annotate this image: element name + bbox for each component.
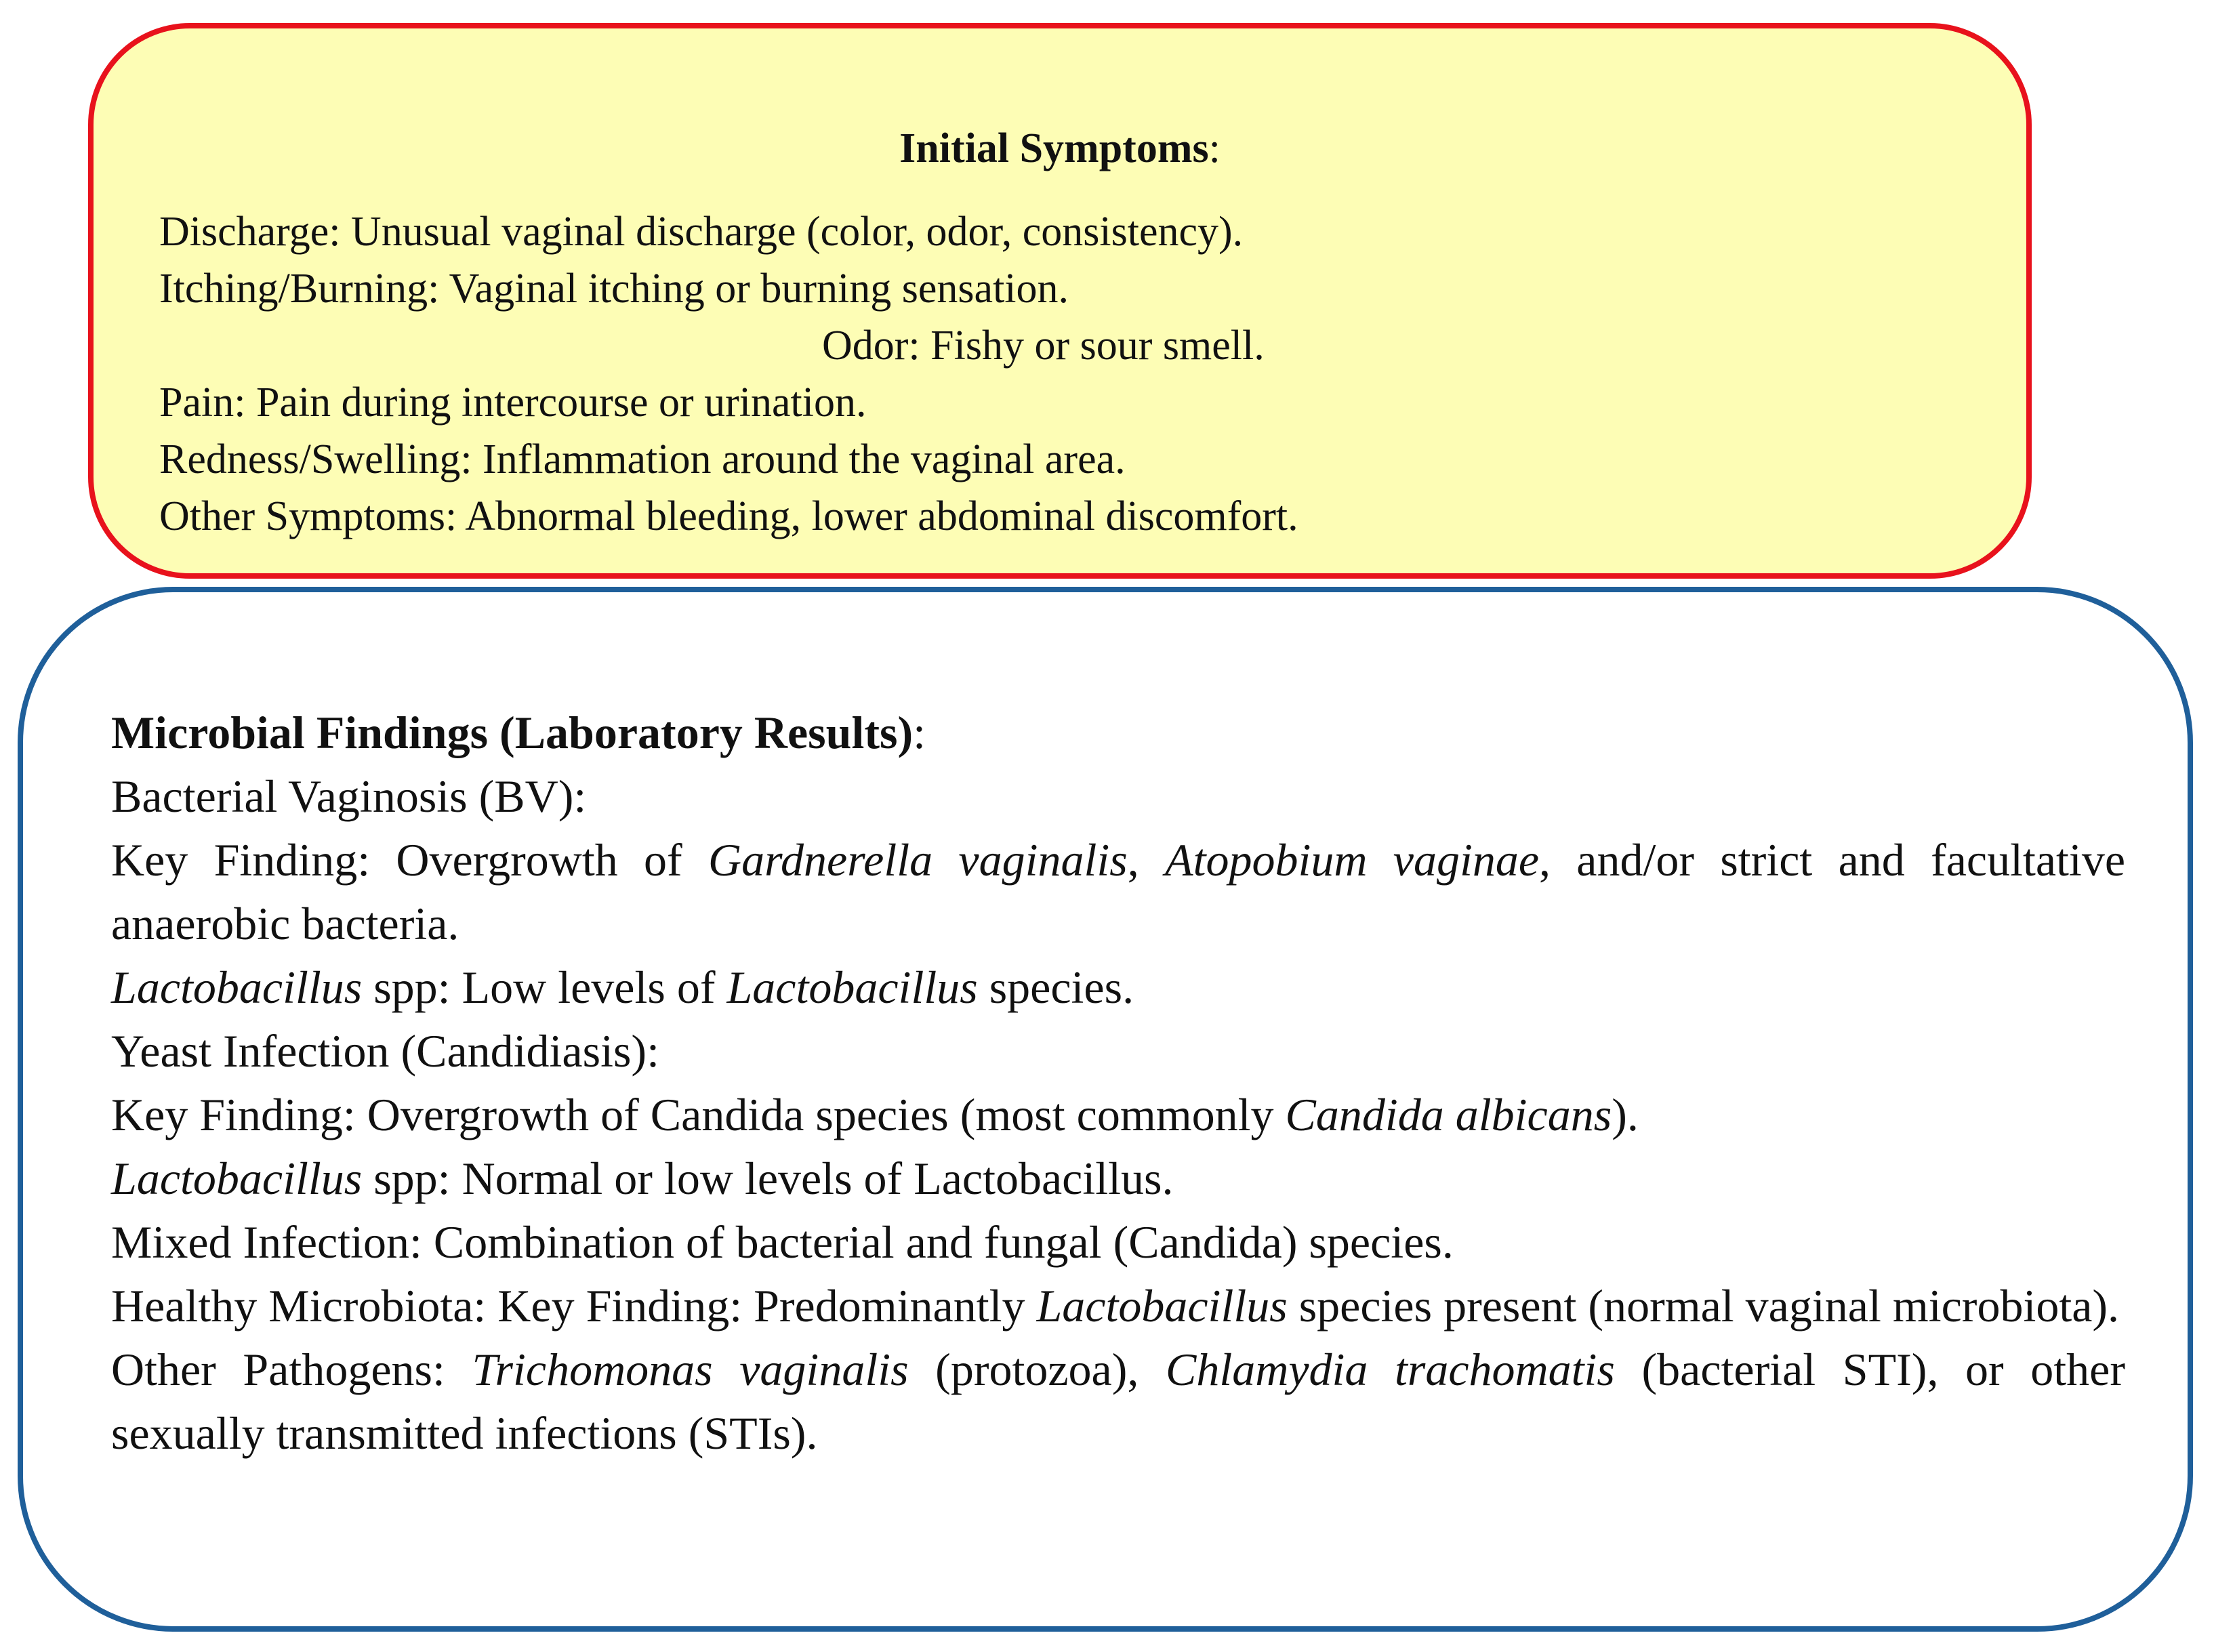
organism-candida-albicans: Candida albicans	[1285, 1089, 1612, 1140]
other-suffix: (bacterial STI), or other sexually transmitted infections (STIs).	[111, 1344, 2126, 1459]
bv-key-finding	[111, 828, 2125, 955]
healthy-suffix: species present (normal vaginal microbiota).	[1287, 1280, 2120, 1331]
initial-symptoms-title-text: Initial Symptoms	[899, 125, 1209, 171]
bv-lacto-suffix: species.	[977, 962, 1134, 1013]
yeast-lactobacillus	[111, 1147, 2125, 1210]
other-prefix: Other Pathogens:	[111, 1344, 472, 1395]
mixed-infection: Mixed Infection: Combination of bacterial and fungal (Candida) species.	[111, 1216, 1454, 1268]
symptom-itching-burning: Itching/Burning: Vaginal itching or burning sensation.	[159, 266, 1069, 312]
organism-trichomonas: Trichomonas vaginalis	[472, 1344, 909, 1395]
microbial-findings-box	[18, 587, 2193, 1632]
title-colon: :	[913, 707, 926, 758]
organism-gardnerella: Gardnerella vaginalis	[708, 834, 1128, 886]
yeast-heading: Yeast Infection (Candidiasis):	[111, 1025, 659, 1077]
microbial-findings-title-text: Microbial Findings (Laboratory Results)	[111, 707, 914, 758]
genus-lactobacillus: Lactobacillus	[111, 1153, 363, 1204]
healthy-prefix: Healthy Microbiota: Key Finding: Predominantly	[111, 1280, 1037, 1331]
genus-lactobacillus: Lactobacillus	[111, 962, 363, 1013]
yeast-key-prefix: Key Finding: Overgrowth of Candida species (most commonly	[111, 1089, 1286, 1140]
bv-lacto-middle: spp: Low levels of	[362, 962, 727, 1013]
organism-atopobium: Atopobium vaginae	[1165, 834, 1540, 886]
symptom-discharge: Discharge: Unusual vaginal discharge (color, odor, consistency).	[159, 209, 1244, 255]
healthy-microbiota	[111, 1274, 2125, 1338]
symptom-redness-swelling: Redness/Swelling: Inflammation around the vaginal area.	[159, 436, 1126, 482]
initial-symptoms-title	[94, 121, 2026, 175]
symptom-other: Other Symptoms: Abnormal bleeding, lower abdominal discomfort.	[159, 493, 1298, 539]
bv-key-suffix: , and/or strict and facultative anaerobic bacteria.	[111, 834, 2126, 949]
yeast-lacto-suffix: spp: Normal or low levels of Lactobacillus.	[362, 1153, 1174, 1204]
symptom-pain: Pain: Pain during intercourse or urination.	[159, 379, 867, 426]
separator: ,	[1127, 834, 1166, 886]
symptom-odor: Odor: Fishy or sour smell.	[822, 323, 1265, 369]
yeast-key-finding	[111, 1083, 2125, 1147]
genus-lactobacillus: Lactobacillus	[1036, 1280, 1288, 1331]
bv-heading: Bacterial Vaginosis (BV):	[111, 770, 587, 822]
genus-lactobacillus: Lactobacillus	[726, 962, 978, 1013]
bv-key-prefix: Key Finding: Overgrowth of	[111, 834, 708, 886]
other-middle: (protozoa),	[908, 1344, 1166, 1395]
initial-symptoms-box	[88, 23, 2032, 579]
yeast-key-suffix: ).	[1612, 1089, 1639, 1140]
organism-chlamydia: Chlamydia trachomatis	[1165, 1344, 1615, 1395]
title-colon: :	[1208, 125, 1221, 171]
microbial-findings-title	[111, 701, 2125, 764]
microbial-findings-content	[111, 701, 2125, 1465]
bv-lactobacillus	[111, 955, 2125, 1019]
other-pathogens	[111, 1338, 2125, 1465]
